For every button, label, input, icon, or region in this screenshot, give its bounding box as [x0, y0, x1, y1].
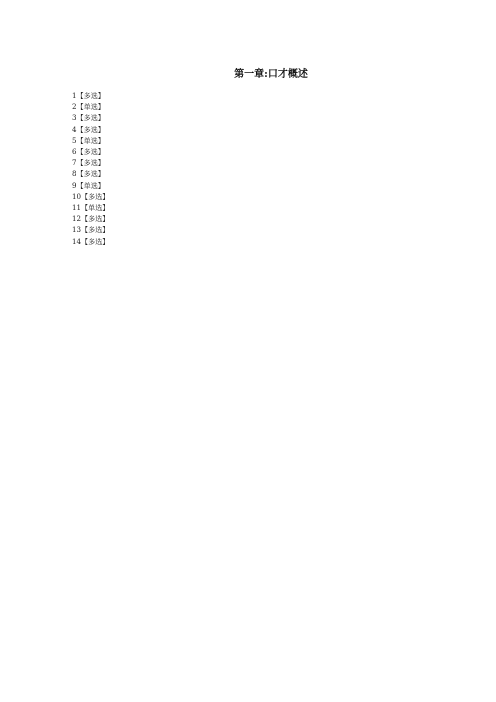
question-text: 4【多选】 [72, 124, 105, 134]
question-stem [72, 191, 470, 202]
question-stem [72, 180, 470, 191]
question-item [72, 112, 470, 123]
question-item [72, 90, 470, 101]
question-stem [72, 146, 470, 157]
question-item [72, 180, 470, 191]
question-stem [72, 101, 470, 112]
question-stem [72, 157, 470, 168]
question-stem [72, 213, 470, 224]
question-item [72, 101, 470, 112]
question-stem [72, 112, 470, 123]
question-text: 1【多选】 [72, 91, 105, 100]
question-text: 5【单选】 [72, 135, 105, 145]
question-text: 12【多选】 [72, 214, 110, 224]
question-text: 2【单选】 [72, 102, 105, 112]
question-item [72, 191, 470, 202]
question-text: 14【多选】 [72, 236, 110, 246]
question-stem [72, 124, 470, 135]
question-text: 7【多选】 [72, 158, 105, 168]
question-text: 11【单选】 [72, 203, 110, 213]
question-text: 9【单选】 [72, 180, 105, 190]
question-stem [72, 135, 470, 146]
question-item [72, 202, 470, 213]
question-text: 10【多选】 [72, 191, 110, 201]
page-title: 第一章:口才概述 [234, 69, 308, 80]
question-text: 8【多选】 [72, 169, 105, 179]
question-item [72, 213, 470, 224]
question-item [72, 168, 470, 179]
question-stem [72, 236, 470, 247]
question-item [72, 146, 470, 157]
question-item [72, 236, 470, 247]
question-item [72, 135, 470, 146]
question-text: 6【多选】 [72, 147, 105, 157]
question-text: 13【多选】 [72, 225, 110, 235]
question-item [72, 124, 470, 135]
question-stem [72, 168, 470, 179]
question-stem [72, 202, 470, 213]
question-item [72, 157, 470, 168]
question-item [72, 224, 470, 235]
question-text: 3【多选】 [72, 113, 105, 123]
question-list [72, 90, 470, 247]
question-stem [72, 90, 470, 101]
question-stem [72, 224, 470, 235]
